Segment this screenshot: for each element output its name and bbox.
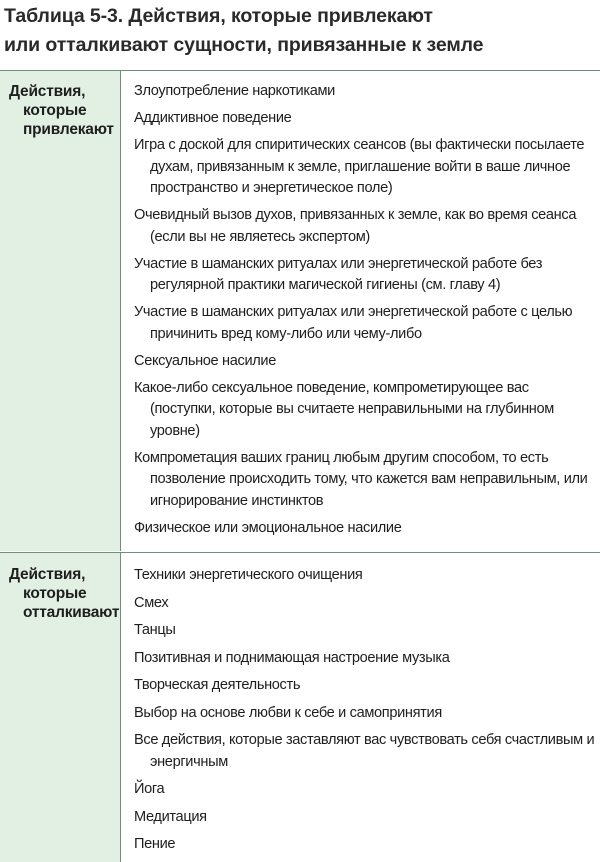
attract-items-list bbox=[134, 81, 596, 545]
list-item: Творческая деятельность bbox=[134, 677, 301, 693]
category-cell-attract bbox=[0, 71, 121, 551]
list-item: Компрометация ваших границ любым другим способом, то есть позволение происходить тому, что кажется вам неправильным, или игнорирование инстинктов bbox=[134, 449, 588, 509]
table-row-repel bbox=[0, 552, 600, 862]
list-item: Какое-либо сексуальное поведение, компрометирующее вас (поступки, которые вы считаете неправильными на глубинном уровне) bbox=[134, 379, 554, 439]
list-item: Участие в шаманских ритуалах или энергетической работе без регулярной практики магической гигиены (см. главу 4) bbox=[134, 255, 543, 293]
list-item: Медитация bbox=[134, 808, 207, 825]
category-label-attract bbox=[0, 71, 120, 139]
list-item: Сексуальное насилие bbox=[134, 352, 276, 369]
list-item: Йога bbox=[134, 781, 165, 797]
category-label-repel bbox=[0, 553, 120, 622]
list-item: Игра с доской для спиритических сеансов (вы фактически посылаете духам, привязанным к земле, приглашение войти в ваше личное пространство и энергетическое поле) bbox=[134, 137, 585, 196]
list-item: Танцы bbox=[134, 622, 176, 638]
actions-table bbox=[0, 70, 600, 861]
category-label-line: привлекают bbox=[23, 121, 114, 138]
category-label-line: которые bbox=[23, 102, 87, 119]
repel-items-list bbox=[134, 565, 596, 862]
category-label-line: отталкивают bbox=[23, 604, 120, 621]
table-title-line-2: или отталкивают сущности, привязанные к земле bbox=[4, 34, 484, 56]
list-item: Все действия, которые заставляют вас чувствовать себя счастливым и энергичным bbox=[134, 732, 595, 770]
category-label-line: Действия, bbox=[9, 566, 86, 583]
category-label-line: Действия, bbox=[9, 83, 86, 100]
category-cell-repel bbox=[0, 553, 121, 862]
list-item: Аддиктивное поведение bbox=[134, 110, 292, 126]
table-title bbox=[4, 2, 594, 60]
list-item: Пение bbox=[134, 836, 176, 852]
list-item: Позитивная и поднимающая настроение музыка bbox=[134, 649, 450, 666]
list-item: Физическое или эмоциональное насилие bbox=[134, 519, 402, 536]
table-title-line-1: Таблица 5-3. Действия, которые привлекают bbox=[4, 5, 433, 27]
list-item: Злоупотребление наркотиками bbox=[134, 83, 335, 99]
table-row-attract bbox=[0, 71, 600, 551]
list-item: Очевидный вызов духов, привязанных к земле, как во время сеанса (если вы не являетесь экспертом) bbox=[134, 207, 577, 245]
list-item: Смех bbox=[134, 594, 169, 611]
list-item: Техники энергетического очищения bbox=[134, 567, 363, 583]
list-item: Выбор на основе любви к себе и самопринятия bbox=[134, 704, 442, 721]
list-item: Участие в шаманских ритуалах или энергетической работе с целью причинить вред кому-либо или чему-либо bbox=[134, 304, 573, 342]
category-label-line: которые bbox=[23, 585, 87, 602]
